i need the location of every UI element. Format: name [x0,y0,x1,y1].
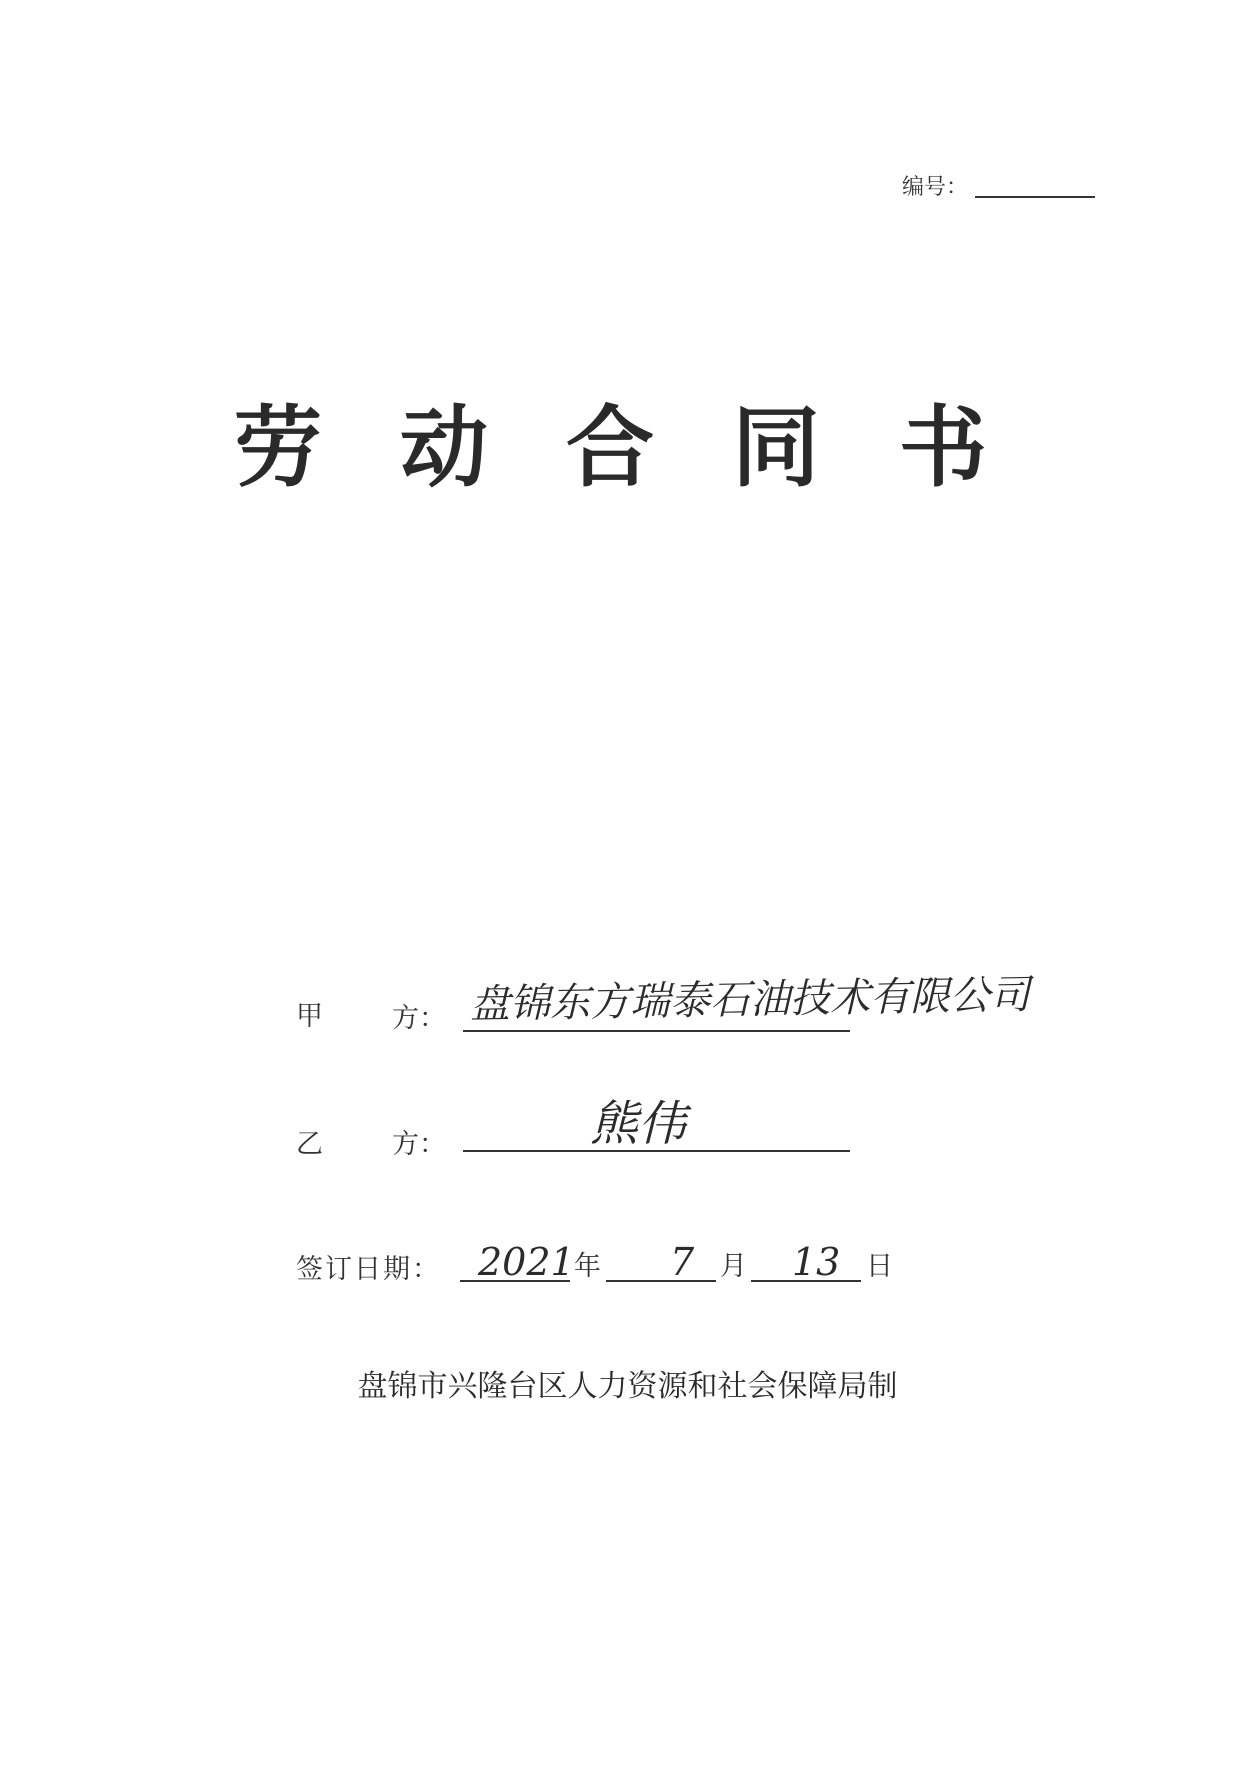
issuing-authority: 盘锦市兴隆台区人力资源和社会保障局制 [357,1369,898,1404]
party-a-field-line[interactable] [463,1030,850,1032]
serial-number-field[interactable] [975,196,1095,198]
signing-month-unit: 月 [720,1251,747,1282]
title-char-1: 劳 [233,396,322,499]
signing-date-label: 签订日期： [296,1254,441,1285]
party-a-label-fang: 方： [392,1003,446,1034]
signing-day-field-line[interactable] [751,1280,861,1282]
title-char-5: 书 [898,396,987,499]
party-a-handwritten-name: 盘锦东方瑞泰石油技术有限公司 [469,972,1031,1028]
title-char-2: 动 [399,396,488,499]
signing-year-value: 2021 [478,1240,575,1284]
signing-year-field-line[interactable] [460,1280,570,1282]
signing-year-unit: 年 [574,1251,601,1282]
party-a-label-jia: 甲 [296,1001,323,1032]
signing-day-value: 13 [792,1240,841,1284]
party-b-label-fang: 方： [392,1129,446,1160]
signing-day-unit: 日 [866,1251,893,1282]
signing-month-value: 7 [670,1240,695,1284]
signing-month-field-line[interactable] [606,1280,716,1282]
title-char-4: 同 [731,396,820,499]
party-b-handwritten-name: 熊伟 [590,1096,687,1152]
party-b-label-yi: 乙 [296,1129,323,1160]
serial-number-label: 编号： [902,175,969,200]
party-b-field-line[interactable] [463,1150,850,1152]
title-char-3: 合 [565,396,654,499]
